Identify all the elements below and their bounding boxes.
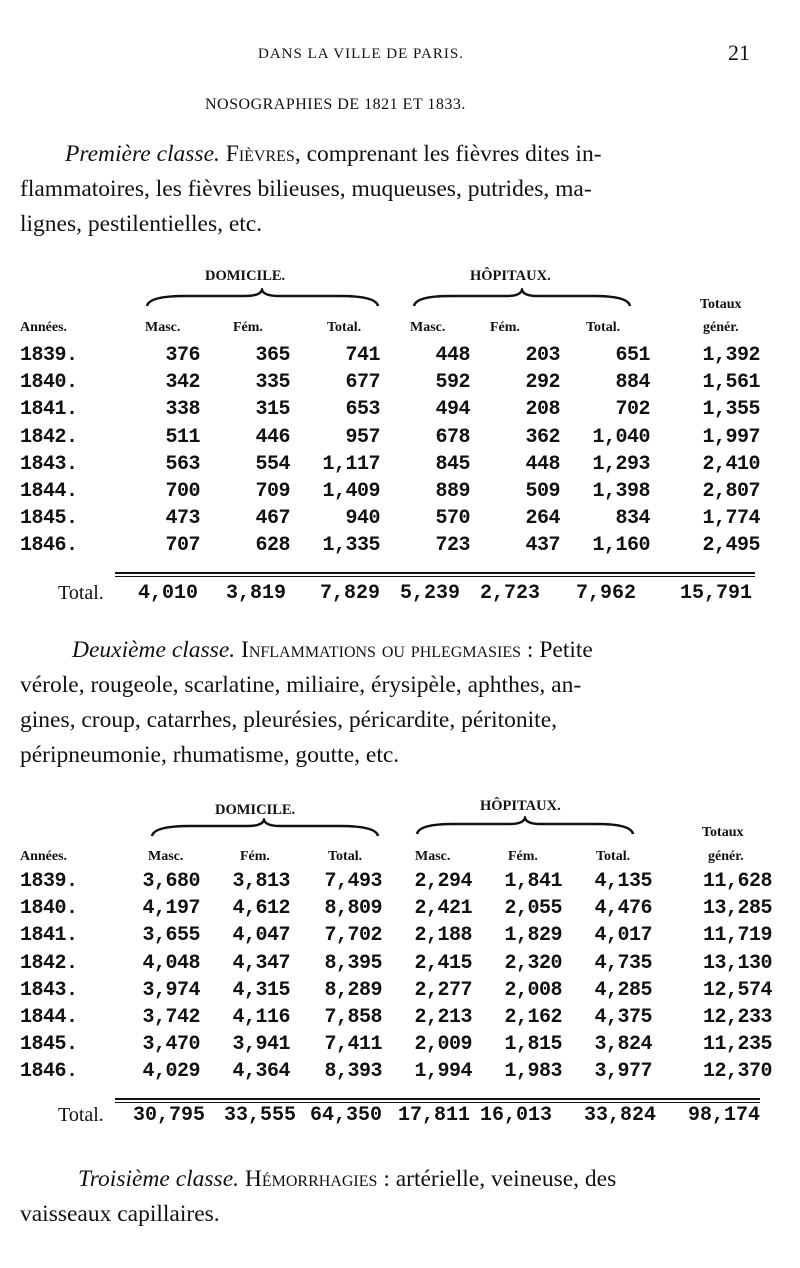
cell-value: 264 — [525, 507, 560, 531]
cell-value: 1,117 — [322, 452, 380, 476]
cell-value: 957 — [345, 425, 380, 449]
cell-value: 2,495 — [702, 534, 760, 558]
cell-value: 2,421 — [414, 897, 472, 921]
cell-value: 1,355 — [702, 398, 760, 422]
cell-year: 1843. — [20, 452, 78, 476]
cell-year: 1845. — [20, 1033, 78, 1057]
brace-domicile-icon — [150, 818, 380, 840]
section-2-intro — [20, 633, 760, 773]
cell-value: 628 — [255, 534, 290, 558]
section-2-line: vérole, rougeole, scarlatine, miliaire, érysipèle, aphthes, an- — [20, 672, 582, 698]
cell-value: 437 — [525, 534, 560, 558]
cell-value: 467 — [255, 507, 290, 531]
section-2-line: gines, croup, catarrhes, pleurésies, péricardite, péritonite, — [20, 707, 558, 733]
total-value: 30,795 — [132, 1104, 205, 1127]
cell-value: 11,235 — [702, 1033, 772, 1057]
table-rule — [115, 576, 755, 577]
table-row — [20, 868, 772, 895]
col-header-gener: génér. — [708, 849, 744, 864]
cell-value: 1,774 — [702, 507, 760, 531]
cell-value: 2,188 — [414, 924, 472, 948]
total-value: 16,013 — [479, 1104, 552, 1127]
total-value: 64,350 — [309, 1104, 382, 1127]
cell-value: 511 — [165, 425, 200, 449]
cell-value: 2,410 — [702, 452, 760, 476]
cell-value: 4,285 — [594, 978, 652, 1002]
brace-domicile-icon — [145, 288, 380, 310]
table-row — [20, 895, 772, 922]
table-classe-2 — [20, 868, 772, 1086]
table-row — [20, 396, 760, 423]
cell-value: 376 — [165, 344, 200, 368]
cell-value: 709 — [255, 480, 290, 504]
cell-value: 2,415 — [414, 951, 472, 975]
cell-value: 4,375 — [594, 1006, 652, 1030]
brace-hopitaux-icon — [415, 816, 635, 838]
cell-value: 563 — [165, 452, 200, 476]
cell-value: 1,841 — [504, 870, 562, 894]
cell-value: 11,719 — [702, 924, 772, 948]
cell-value: 13,130 — [702, 951, 772, 975]
running-title: DANS LA VILLE DE PARIS. — [258, 46, 464, 62]
cell-value: 678 — [435, 425, 470, 449]
cell-value: 4,612 — [232, 897, 290, 921]
section-3-heading: Hémorrhagies — [244, 1166, 378, 1192]
cell-value: 11,628 — [702, 870, 772, 894]
cell-value: 342 — [165, 371, 200, 395]
cell-value: 13,285 — [702, 897, 772, 921]
cell-value: 8,395 — [324, 951, 382, 975]
col-header-total: Total. — [586, 320, 621, 335]
cell-value: 4,017 — [594, 924, 652, 948]
cell-value: 4,364 — [232, 1060, 290, 1084]
cell-year: 1842. — [20, 951, 78, 975]
cell-year: 1839. — [20, 344, 78, 368]
cell-value: 2,009 — [414, 1033, 472, 1057]
cell-value: 494 — [435, 398, 470, 422]
cell-value: 884 — [615, 371, 650, 395]
table-row — [20, 922, 772, 949]
section-1-line: , comprenant les fièvres dites in- — [294, 141, 602, 167]
cell-value: 8,809 — [324, 897, 382, 921]
table-row — [20, 1058, 772, 1085]
table-row — [20, 950, 772, 977]
cell-value: 3,742 — [142, 1006, 200, 1030]
cell-year: 1846. — [20, 534, 78, 558]
col-header-totaux: Totaux — [700, 297, 742, 312]
cell-value: 208 — [525, 398, 560, 422]
cell-value: 700 — [165, 480, 200, 504]
table-rule — [115, 1102, 760, 1103]
col-header-fem: Fém. — [490, 320, 520, 335]
cell-value: 3,977 — [594, 1060, 652, 1084]
table-row — [20, 532, 760, 559]
col-header-masc: Masc. — [410, 320, 446, 335]
cell-value: 1,983 — [504, 1060, 562, 1084]
cell-value: 592 — [435, 371, 470, 395]
section-1-intro — [20, 137, 760, 242]
section-2-line: péripneumonie, rhumatisme, goutte, etc. — [20, 742, 400, 768]
table-row — [20, 369, 760, 396]
cell-value: 7,493 — [324, 870, 382, 894]
cell-value: 1,994 — [414, 1060, 472, 1084]
cell-year: 1846. — [20, 1060, 78, 1084]
total-value: 4,010 — [137, 582, 198, 605]
cell-value: 1,815 — [504, 1033, 562, 1057]
section-2-title: Deuxième classe. — [72, 637, 236, 663]
cell-value: 12,370 — [702, 1060, 772, 1084]
table-rule — [115, 572, 755, 574]
cell-value: 4,735 — [594, 951, 652, 975]
cell-value: 1,829 — [504, 924, 562, 948]
cell-value: 1,997 — [702, 425, 760, 449]
cell-value: 723 — [435, 534, 470, 558]
cell-value: 741 — [345, 344, 380, 368]
cell-year: 1841. — [20, 398, 78, 422]
total-label: Total. — [58, 582, 104, 604]
cell-value: 2,213 — [414, 1006, 472, 1030]
cell-value: 4,197 — [142, 897, 200, 921]
total-label: Total. — [58, 1104, 104, 1126]
cell-year: 1845. — [20, 507, 78, 531]
cell-year: 1839. — [20, 870, 78, 894]
table-total-row — [0, 582, 800, 612]
col-header-fem: Fém. — [233, 320, 263, 335]
table-total-row — [0, 1104, 800, 1134]
cell-value: 845 — [435, 452, 470, 476]
cell-year: 1840. — [20, 897, 78, 921]
col-header-masc: Masc. — [145, 320, 181, 335]
group-domicile-label: DOMICILE. — [215, 802, 296, 818]
col-header-totaux: Totaux — [702, 825, 744, 840]
col-header-fem: Fém. — [240, 849, 270, 864]
cell-value: 2,807 — [702, 480, 760, 504]
cell-value: 4,048 — [142, 951, 200, 975]
cell-year: 1842. — [20, 425, 78, 449]
cell-year: 1841. — [20, 924, 78, 948]
table-row — [20, 977, 772, 1004]
col-header-gener: génér. — [703, 320, 739, 335]
cell-value: 1,392 — [702, 344, 760, 368]
cell-value: 1,398 — [592, 480, 650, 504]
cell-value: 2,277 — [414, 978, 472, 1002]
cell-value: 1,160 — [592, 534, 650, 558]
group-hopitaux-label: HÔPITAUX. — [480, 798, 561, 814]
table-row — [20, 342, 760, 369]
cell-value: 834 — [615, 507, 650, 531]
cell-value: 3,974 — [142, 978, 200, 1002]
total-value: 15,791 — [679, 582, 752, 605]
cell-value: 1,040 — [592, 425, 650, 449]
cell-value: 8,289 — [324, 978, 382, 1002]
cell-value: 292 — [525, 371, 560, 395]
cell-year: 1840. — [20, 371, 78, 395]
cell-value: 3,680 — [142, 870, 200, 894]
cell-value: 4,047 — [232, 924, 290, 948]
cell-value: 4,029 — [142, 1060, 200, 1084]
cell-value: 3,655 — [142, 924, 200, 948]
section-3-title: Troisième classe. — [78, 1166, 240, 1192]
cell-value: 203 — [525, 344, 560, 368]
cell-value: 335 — [255, 371, 290, 395]
total-value: 17,811 — [397, 1104, 470, 1127]
cell-value: 1,335 — [322, 534, 380, 558]
table-row — [20, 478, 760, 505]
col-header-total: Total. — [328, 849, 363, 864]
col-header-annees: Années. — [20, 320, 68, 335]
cell-value: 3,824 — [594, 1033, 652, 1057]
table-classe-1 — [20, 342, 760, 560]
group-hopitaux-label: HÔPITAUX. — [470, 268, 551, 284]
cell-value: 653 — [345, 398, 380, 422]
cell-value: 940 — [345, 507, 380, 531]
cell-value: 3,941 — [232, 1033, 290, 1057]
table-rule — [115, 1098, 760, 1100]
table-row — [20, 1004, 772, 1031]
cell-value: 473 — [165, 507, 200, 531]
cell-value: 448 — [525, 452, 560, 476]
cell-value: 12,233 — [702, 1006, 772, 1030]
section-2-heading: Inflammations ou phlegmasies — [241, 637, 522, 663]
total-value: 2,723 — [479, 582, 540, 605]
cell-value: 446 — [255, 425, 290, 449]
cell-value: 4,116 — [232, 1006, 290, 1030]
col-header-masc: Masc. — [415, 849, 451, 864]
cell-year: 1843. — [20, 978, 78, 1002]
cell-year: 1844. — [20, 1006, 78, 1030]
col-header-annees: Années. — [20, 849, 68, 864]
section-2-line: : Petite — [521, 637, 593, 663]
cell-value: 2,008 — [504, 978, 562, 1002]
section-1-line: lignes, pestilentielles, etc. — [20, 211, 263, 237]
total-value: 7,829 — [319, 582, 380, 605]
col-header-total: Total. — [327, 320, 362, 335]
section-1-heading: Fièvres — [225, 141, 295, 167]
col-header-fem: Fém. — [508, 849, 538, 864]
brace-hopitaux-icon — [412, 288, 632, 310]
cell-value: 2,320 — [504, 951, 562, 975]
section-3-intro — [20, 1162, 760, 1232]
cell-value: 651 — [615, 344, 650, 368]
cell-value: 707 — [165, 534, 200, 558]
cell-value: 889 — [435, 480, 470, 504]
cell-value: 338 — [165, 398, 200, 422]
cell-value: 2,294 — [414, 870, 472, 894]
cell-value: 3,470 — [142, 1033, 200, 1057]
cell-value: 554 — [255, 452, 290, 476]
cell-value: 3,813 — [232, 870, 290, 894]
cell-value: 509 — [525, 480, 560, 504]
cell-value: 4,135 — [594, 870, 652, 894]
section-3-line: vaisseaux capillaires. — [20, 1201, 220, 1227]
cell-value: 2,055 — [504, 897, 562, 921]
cell-value: 1,293 — [592, 452, 650, 476]
cell-value: 4,315 — [232, 978, 290, 1002]
cell-value: 315 — [255, 398, 290, 422]
cell-value: 7,411 — [324, 1033, 382, 1057]
total-value: 5,239 — [399, 582, 460, 605]
page-number: 21 — [728, 40, 750, 65]
table-row — [20, 1031, 772, 1058]
cell-value: 570 — [435, 507, 470, 531]
col-header-masc: Masc. — [148, 849, 184, 864]
cell-value: 7,858 — [324, 1006, 382, 1030]
cell-value: 1,561 — [702, 371, 760, 395]
table-row — [20, 424, 760, 451]
page-subtitle: NOSOGRAPHIES DE 1821 ET 1833. — [205, 96, 466, 113]
cell-value: 362 — [525, 425, 560, 449]
cell-value: 8,393 — [324, 1060, 382, 1084]
cell-value: 448 — [435, 344, 470, 368]
cell-value: 677 — [345, 371, 380, 395]
cell-value: 7,702 — [324, 924, 382, 948]
total-value: 33,824 — [583, 1104, 656, 1127]
total-value: 98,174 — [687, 1104, 760, 1127]
table-row — [20, 451, 760, 478]
table-row — [20, 505, 760, 532]
total-value: 7,962 — [575, 582, 636, 605]
cell-value: 4,347 — [232, 951, 290, 975]
col-header-total: Total. — [596, 849, 631, 864]
section-1-title: Première classe. — [65, 141, 220, 167]
cell-value: 702 — [615, 398, 650, 422]
cell-value: 1,409 — [322, 480, 380, 504]
section-3-line: : artérielle, veineuse, des — [377, 1166, 617, 1192]
cell-year: 1844. — [20, 480, 78, 504]
cell-value: 2,162 — [504, 1006, 562, 1030]
cell-value: 12,574 — [702, 978, 772, 1002]
group-domicile-label: DOMICILE. — [205, 268, 286, 284]
total-value: 33,555 — [223, 1104, 296, 1127]
cell-value: 365 — [255, 344, 290, 368]
section-1-line: flammatoires, les fièvres bilieuses, muqueuses, putrides, ma- — [20, 176, 592, 202]
total-value: 3,819 — [225, 582, 286, 605]
cell-value: 4,476 — [594, 897, 652, 921]
